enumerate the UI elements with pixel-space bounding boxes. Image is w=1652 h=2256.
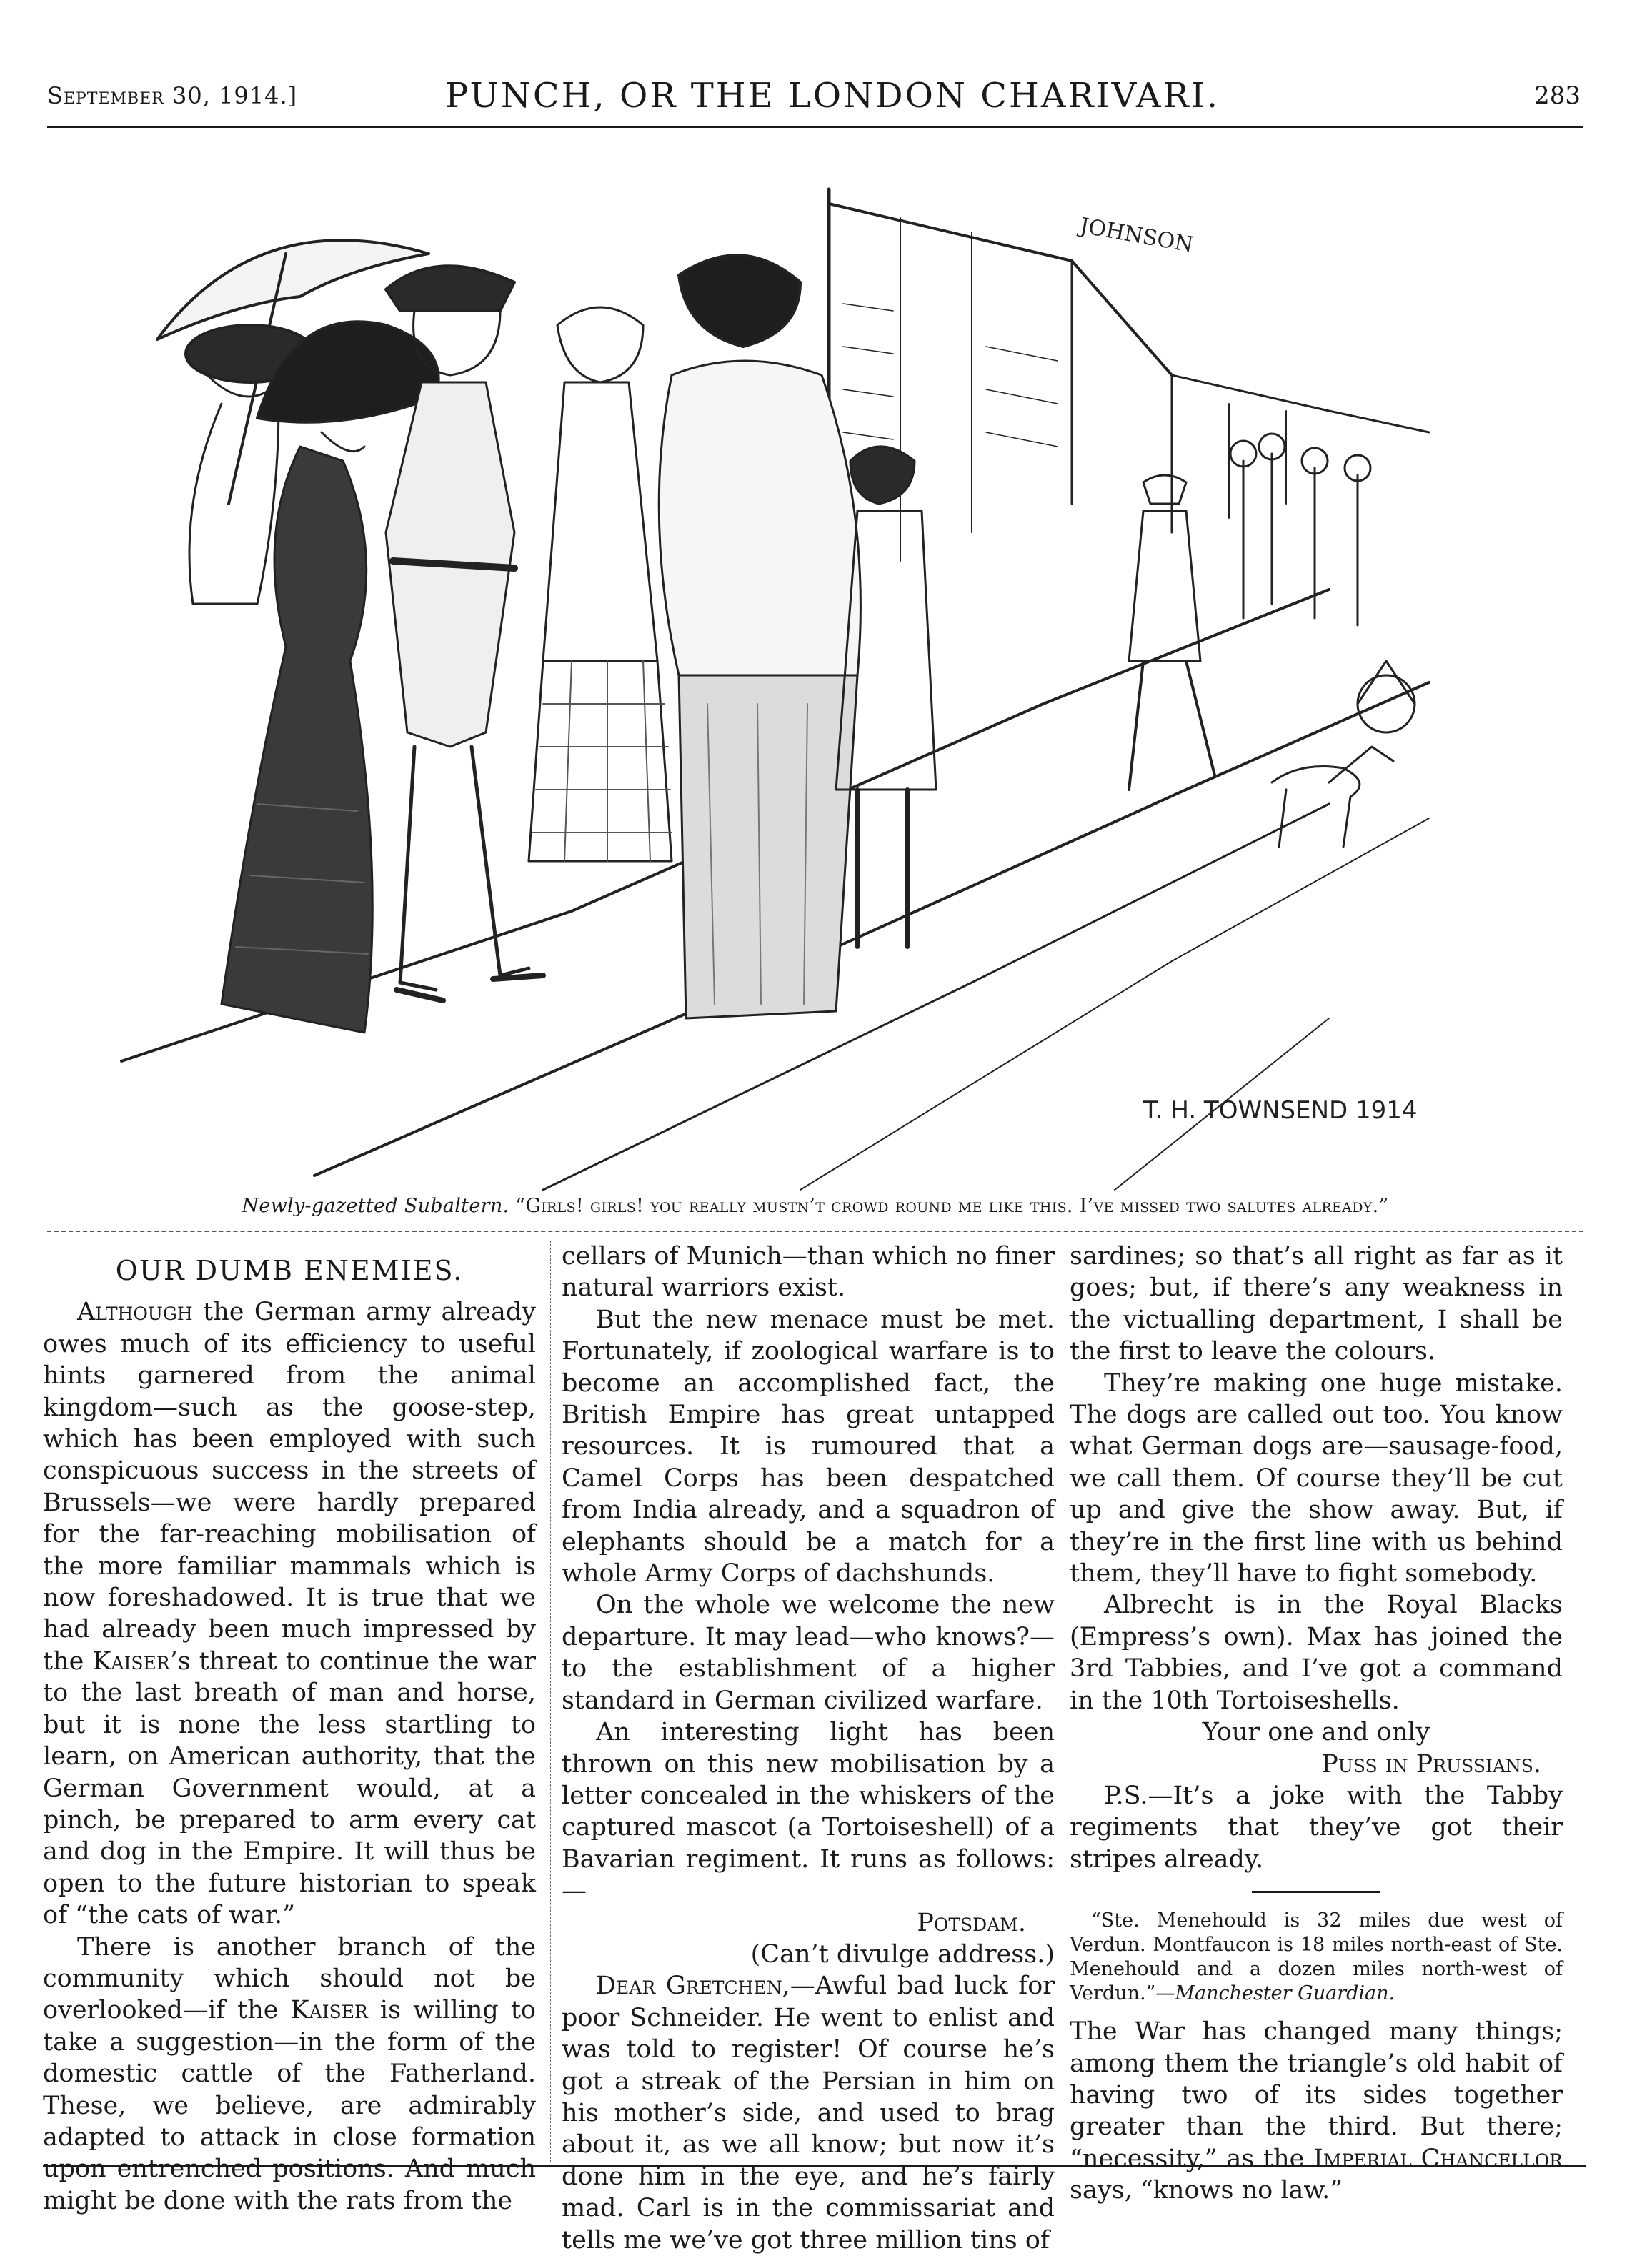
letter-signature: Puss in Prussians. (1321, 1749, 1541, 1779)
press-quote: “Ste. Menehould is 32 miles due west of Verdun. Montfaucon is 18 miles north-east of Ste. Menehould and a dozen miles north-west of Verdun.”—Manchester Guardian. (1070, 1909, 1563, 2005)
letter-paragraph: Dear Gretchen,—Awful bad luck for poor Schneider. He went to enlist and was told to register! Of course he’s got a streak of the Persian in him on his mother’s side, and used to brag about it, as we all know; but now it’s done him in the eye, and he’s fairly mad. Carl is in the commissariat and tells me we’ve got three million tins of (562, 1972, 1055, 2255)
column-divider (550, 1241, 551, 2162)
caption-quote: “Girls! girls! you really mustn’t crowd round me like this. I’ve missed two salutes already.” (515, 1195, 1389, 1217)
paragraph: On the whole we welcome the new departure. It may lead—who knows?—to the establishment of a higher standard in German civilized warfare. (562, 1591, 1055, 1715)
page-number: 283 (1534, 81, 1581, 110)
letter-address: (Can’t divulge address.) (750, 1939, 1055, 1969)
paragraph: They’re making one huge mistake. The dogs are called out too. You know what German dogs are—sausage-food, we call them. Of course they’ll be cut up and give the show away. But, if they’re in the first line with us behind them, they’ll have to fight somebody. (1070, 1368, 1563, 1589)
issue-date: September 30, 1914.] (47, 82, 298, 109)
cartoon-illustration (114, 161, 1443, 1197)
letter-closing: Your one and only (1202, 1718, 1430, 1747)
paragraph: Although the German army already owes much of its efficiency to useful hints garnered from the animal kingdom—such as the goose-step, which has been employed with such conspicuous success in the streets of Brussels—we were hardly prepared for the far-reaching mobilisation of the more familiar mammals which is now foreshadowed. It is true that we had already been much impressed by the Kaiser’s threat to continue the war to the last breath of man and horse, but it is none the less startling to learn, on American authority, that the German Government would, at a pinch, be prepared to arm every cat and dog in the Empire. It will thus be open to the future historian to speak of “the cats of war.” (43, 1298, 536, 1930)
paragraph: cellars of Munich—than which no finer natural warriors exist. (562, 1242, 1055, 1303)
footer-rule (43, 2165, 1586, 2167)
paragraph: Albrecht is in the Royal Blacks (Empress’s own). Max has joined the 3rd Tabbies, and I’ve got a command in the 10th Tortoiseshells. (1070, 1591, 1563, 1715)
caption-rule (47, 1231, 1583, 1232)
paragraph: But the new menace must be met. Fortunately, if zoological warfare is to become an accomplished fact, the British Empire has great untapped resources. It is rumoured that a Camel Corps has been despatched from India already, and a squadron of elephants should be a match for a whole Army Corps of dachshunds. (562, 1305, 1055, 1589)
letter-salutation: Dear Gretchen (596, 1972, 782, 2001)
article-headline: OUR DUMB ENEMIES. (115, 1255, 464, 1286)
quote-source: Manchester Guardian. (1175, 1982, 1395, 2005)
caption-speaker: Newly-gazetted Subaltern. (242, 1195, 509, 1217)
shop-sign-text: JOHNSON (1078, 213, 1195, 258)
article-column-2 (562, 1241, 1055, 2256)
lead-word: Although (77, 1298, 193, 1327)
comment-paragraph: The War has changed many things; among them the triangle’s old habit of having two of its sides together greater than the third. But there; “necessity,” as the Imperial Chancellor says, “knows no law.” (1070, 2017, 1563, 2205)
header-rule (47, 126, 1583, 128)
section-rule (1252, 1891, 1380, 1893)
letter-place: Potsdam. (917, 1908, 1026, 1937)
postscript: P.S.—It’s a joke with the Tabby regiments that they’ve got their stripes already. (1070, 1781, 1563, 1874)
article-column-1 (43, 1241, 536, 2217)
paragraph: An interesting light has been thrown on this new mobilisation by a letter concealed in the whiskers of the captured mascot (a Tortoiseshell) of a Bavarian regiment. It runs as follows:— (562, 1718, 1055, 1906)
paragraph: There is another branch of the community which should not be overlooked—if the Kaiser is willing to take a suggestion—in the form of the domestic cattle of the Fatherland. These, we believe, are admirably adapted to attack in close formation upon entrenched positions. And much might be done with the rats from the (43, 1932, 536, 2215)
masthead-title: PUNCH, OR THE LONDON CHARIVARI. (444, 76, 1220, 116)
article-column-3 (1070, 1241, 1563, 2207)
paragraph: sardines; so that’s all right as far as it goes; but, if there’s any weakness in the victualling department, I shall be the first to leave the colours. (1070, 1242, 1563, 1366)
cartoon-caption (47, 1195, 1583, 1217)
artist-signature: T. H. TOWNSEND 1914 (1143, 1096, 1418, 1125)
